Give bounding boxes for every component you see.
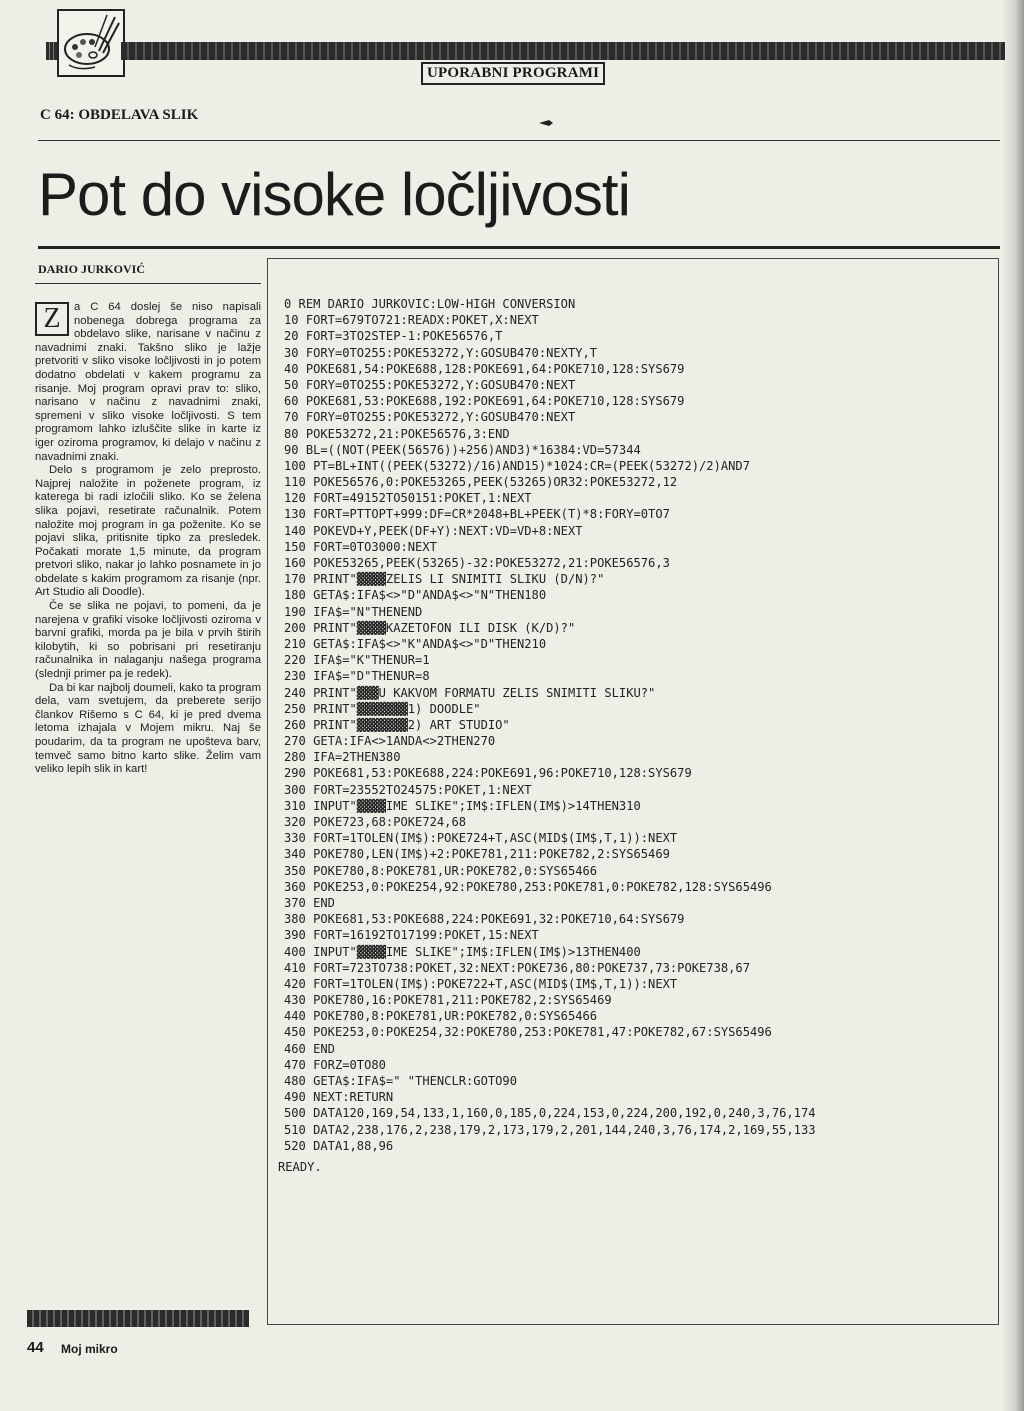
header-bar xyxy=(121,42,1005,60)
listing-line: 10 FORT=679TO721:READX:POKET,X:NEXT xyxy=(284,313,539,328)
listing-line: 520 DATA1,88,96 xyxy=(284,1138,394,1153)
listing-line: 360 POKE253,0:POKE254,92:POKE780,253:POKE781,0:POKE782,128:SYS65496 xyxy=(284,879,772,894)
heading-rule xyxy=(38,140,1000,141)
listing-line: 260 PRINT"▓▓▓▓▓▓▓2) ART STUDIO" xyxy=(284,717,510,732)
listing-line: 440 POKE780,8:POKE781,UR:POKE782,0:SYS65466 xyxy=(284,1009,598,1024)
paragraph: Delo s programom je zelo preprosto. Najprej naložite in poženete program, iz katerega bi radi izločili sliko. Ko se želena slika pojavi, resetirate računalnik. Potem naložite moj program in ga poženite. Ko se pojavi slika, pritisnite tipko za presledek. Počakati morate 1,5 minute, da program pretvori sliko, nakar jo lahko posnamete in jo obdelate s kakim programom za risanje (npr. Art Studio ali Doodle). xyxy=(35,464,261,599)
listing-line: 370 END xyxy=(284,895,335,910)
listing-line: 350 POKE780,8:POKE781,UR:POKE782,0:SYS65466 xyxy=(284,863,598,878)
listing-line: 170 PRINT"▓▓▓▓ZELIS LI SNIMITI SLIKU (D/N)?" xyxy=(284,572,605,587)
paragraph: Če se slika ne pojavi, to pomeni, da je narejena v grafiki visoke ločljivosti oziroma v barvni grafiki, morda pa je bila v prvih štirih kilobytih, ki so pobrisani pri resetiranju računalnika in nalaganju našega programa (slednji primer pa je redek). xyxy=(35,600,261,681)
listing-line: 30 FORY=0TO255:POKE53272,Y:GOSUB470:NEXTY,T xyxy=(284,345,598,360)
ready-prompt: READY. xyxy=(278,1160,322,1174)
listing-line: 160 POKE53265,PEEK(53265)-32:POKE53272,21:POKE56576,3 xyxy=(284,556,670,570)
listing-line: 450 POKE253,0:POKE254,32:POKE780,253:POKE781,47:POKE782,67:SYS65496 xyxy=(284,1025,772,1040)
listing-line: 510 DATA2,238,176,2,238,179,2,173,179,2,201,144,240,3,76,174,2,169,55,133 xyxy=(284,1122,816,1137)
listing-line: 490 NEXT:RETURN xyxy=(284,1090,394,1105)
author-rule xyxy=(35,283,261,284)
listing-line: 320 POKE723,68:POKE724,68 xyxy=(284,815,467,829)
section-logo xyxy=(57,9,125,77)
listing-line: 270 GETA:IFA<>1ANDA<>2THEN270 xyxy=(284,734,496,749)
page-gutter-shadow xyxy=(1002,0,1024,1411)
listing-line: 300 FORT=23552TO24575:POKET,1:NEXT xyxy=(284,782,532,797)
listing-line: 330 FORT=1TOLEN(IM$):POKE724+T,ASC(MID$(IM$,T,1)):NEXT xyxy=(284,831,678,846)
listing-line: 70 FORY=0TO255:POKE53272,Y:GOSUB470:NEXT xyxy=(284,410,576,425)
section-tag: UPORABNI PROGRAMI xyxy=(421,62,605,85)
dropcap: Z xyxy=(35,302,69,336)
listing-line: 90 BL=((NOT(PEEK(56576))+256)AND3)*16384:VD=57344 xyxy=(284,442,641,457)
column-heading: C 64: OBDELAVA SLIK xyxy=(40,107,199,123)
listing-line: 200 PRINT"▓▓▓▓KAZETOFON ILI DISK (K/D)?" xyxy=(284,620,576,635)
listing-line: 100 PT=BL+INT((PEEK(53272)/16)AND15)*1024:CR=(PEEK(53272)/2)AND7 xyxy=(284,458,750,473)
listing-line: 430 POKE780,16:POKE781,211:POKE782,2:SYS65469 xyxy=(284,993,612,1008)
listing-line: 280 IFA=2THEN380 xyxy=(284,750,401,765)
listing-line: 50 FORY=0TO255:POKE53272,Y:GOSUB470:NEXT xyxy=(284,377,576,392)
listing-line: 140 POKEVD+Y,PEEK(DF+Y):NEXT:VD=VD+8:NEXT xyxy=(284,523,583,538)
program-listing xyxy=(284,296,994,1154)
paragraph: Z a C 64 doslej še niso napisali nobenega dobrega programa za obdelavo slike, narisane v načinu z navadnimi znaki. Takšno sliko je lažje pretvoriti v sliko visoke ločljivosti in jo potem dodatno obdelati v kakem programu za risanje. Moj program opravi prav to: sliko, narisano v načinu z navadnimi znaki, spremeni v sliko visoke ločljivosti. S tem programom lahko izluščite slike in karte iz iger oziroma programov, ki delajo v načinu z navadnimi znaki. xyxy=(35,301,261,463)
listing-line: 390 FORT=16192TO17199:POKET,15:NEXT xyxy=(284,928,539,943)
listing-line: 310 INPUT"▓▓▓▓IME SLIKE";IM$:IFLEN(IM$)>14THEN310 xyxy=(284,798,641,813)
listing-line: 130 FORT=PTTOPT+999:DF=CR*2048+BL+PEEK(T)*8:FORY=0TO7 xyxy=(284,507,670,522)
listing-line: 20 FORT=3TO2STEP-1:POKE56576,T xyxy=(284,329,503,344)
listing-line: 400 INPUT"▓▓▓▓IME SLIKE";IM$:IFLEN(IM$)>13THEN400 xyxy=(284,944,641,959)
paragraph: Da bi kar najbolj doumeli, kako ta program dela, vam svetujem, da preberete serijo člankov Rišemo s C 64, ki je pred dvema letoma izhajala v Mojem mikru. Naj še poudarim, da ta program ne upošteva barv, temveč samo bitno karto slike. Želim vam veliko lepih slik in kart! xyxy=(35,681,261,776)
listing-line: 470 FORZ=0TO80 xyxy=(284,1057,386,1072)
headline-rule xyxy=(38,246,1000,249)
palette-brushes-icon xyxy=(59,11,123,75)
listing-line: 420 FORT=1TOLEN(IM$):POKE722+T,ASC(MID$(IM$,T,1)):NEXT xyxy=(284,976,678,991)
listing-line: 210 GETA$:IFA$<>"K"ANDA$<>"D"THEN210 xyxy=(284,636,547,651)
listing-line: 410 FORT=723TO738:POKET,32:NEXT:POKE736,80:POKE737,73:POKE738,67 xyxy=(284,960,750,975)
footer-bar xyxy=(27,1310,249,1327)
listing-line: 180 GETA$:IFA$<>"D"ANDA$<>"N"THEN180 xyxy=(284,588,547,603)
listing-line: 40 POKE681,54:POKE688,128:POKE691,64:POKE710,128:SYS679 xyxy=(284,361,685,376)
listing-line: 110 POKE56576,0:POKE53265,PEEK(53265)OR32:POKE53272,12 xyxy=(284,475,678,490)
listing-line: 380 POKE681,53:POKE688,224:POKE691,32:POKE710,64:SYS679 xyxy=(284,912,685,927)
listing-line: 500 DATA120,169,54,133,1,160,0,185,0,224,153,0,224,200,192,0,240,3,76,174 xyxy=(284,1106,816,1121)
listing-line: 220 IFA$="K"THENUR=1 xyxy=(284,653,430,668)
listing-line: 290 POKE681,53:POKE688,224:POKE691,96:POKE710,128:SYS679 xyxy=(284,766,692,781)
listing-line: 60 POKE681,53:POKE688,192:POKE691,64:POKE710,128:SYS679 xyxy=(284,394,685,409)
listing-line: 230 IFA$="D"THENUR=8 xyxy=(284,669,430,684)
listing-line: 480 GETA$:IFA$=" "THENCLR:GOTO90 xyxy=(284,1074,517,1088)
headline: Pot do visoke ločljivosti xyxy=(38,161,630,228)
listing-line: 120 FORT=49152TO50151:POKET,1:NEXT xyxy=(284,491,532,506)
header-bar-left xyxy=(46,42,57,60)
listing-line: 190 IFA$="N"THENEND xyxy=(284,604,423,619)
listing-line: 250 PRINT"▓▓▓▓▓▓▓1) DOODLE" xyxy=(284,701,481,716)
listing-line: 150 FORT=0TO3000:NEXT xyxy=(284,539,437,554)
listing-line: 340 POKE780,LEN(IM$)+2:POKE781,211:POKE782,2:SYS65469 xyxy=(284,847,670,862)
listing-line: 80 POKE53272,21:POKE56576,3:END xyxy=(284,426,510,441)
arrow-mark-icon xyxy=(539,120,553,126)
magazine-name: Moj mikro xyxy=(61,1342,118,1356)
listing-line: 460 END xyxy=(284,1041,335,1056)
page-number: 44 xyxy=(27,1339,44,1356)
article-body xyxy=(35,301,261,777)
listing-line: 0 REM DARIO JURKOVIC:LOW-HIGH CONVERSION xyxy=(284,297,576,311)
author-byline: DARIO JURKOVIĆ xyxy=(38,262,146,276)
listing-line: 240 PRINT"▓▓▓U KAKVOM FORMATU ZELIS SNIMITI SLIKU?" xyxy=(284,685,656,700)
